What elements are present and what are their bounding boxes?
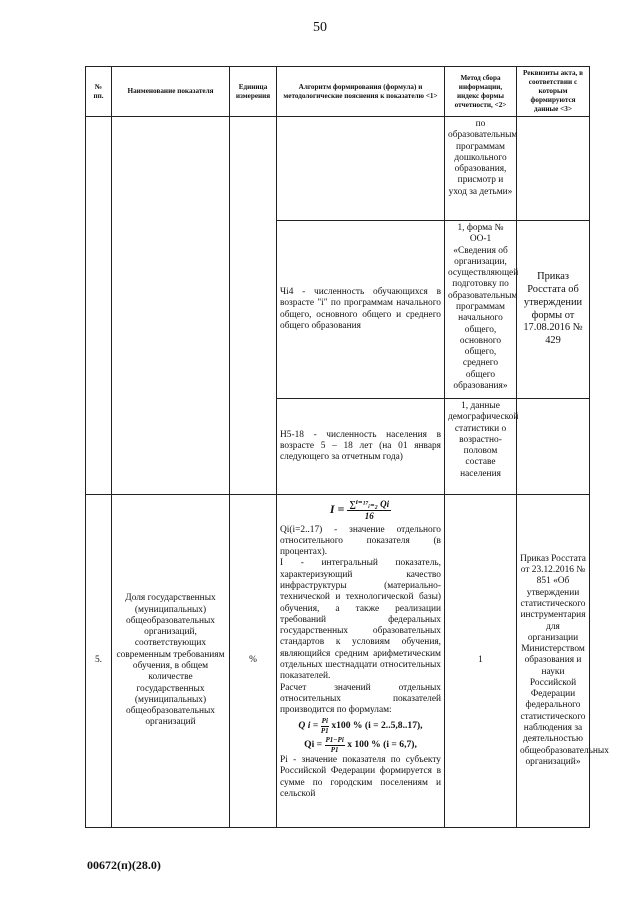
formula-qi-1 bbox=[280, 717, 441, 735]
integral-formula bbox=[280, 499, 441, 522]
indicator-table bbox=[85, 66, 609, 828]
f2-rhs: x 100 % (i = 6,7), bbox=[347, 739, 417, 751]
table-row bbox=[86, 495, 590, 828]
header-num: № пп. bbox=[86, 67, 112, 117]
cell-method-b: 1, форма № ОО-1 «Сведения об организации, осуществляющей подготовку по образовательным программам начального общего, основного общего, среднего общего образования» bbox=[445, 221, 517, 399]
footer-code: 00672(п)(28.0) bbox=[87, 858, 161, 872]
text-p2: I - интегральный показатель, характеризующий качество инфраструктуры (материально-технической и технологической базы) обучения, а также реализации требований федеральных государственных образовательных стандартов к условиям обучения, являющийся средним арифметическим отдельных шестнадцати относительных показателей. bbox=[280, 558, 441, 682]
f2-fraction bbox=[325, 736, 345, 754]
header-method: Метод сбора информации, индекс формы отчетности, <2> bbox=[445, 67, 517, 117]
header-algorithm: Алгоритм формирования (формула) и методологические пояснения к показателю <1> bbox=[277, 67, 445, 117]
formula-denominator: 16 bbox=[364, 510, 374, 521]
f2-denominator: P1 bbox=[330, 745, 339, 754]
text-p1: Qi(i=2..17) - значение отдельного относительного показателя (в процентах). bbox=[280, 524, 441, 558]
formula-fraction bbox=[347, 499, 391, 522]
cell-num-5: 5. bbox=[86, 495, 112, 828]
cell-requisites-b: Приказ Росстата об утверждении формы от 17.08.2016 № 429 bbox=[517, 221, 590, 399]
formula-lhs: I = bbox=[329, 502, 345, 517]
cell-requisites-5: Приказ Росстата от 23.12.2016 № 851 «Об утверждении статистического инструментария для организации Министерством образования и науки Российской Федерации федерального статистического наблюдения за деятельностью общеобразовательных организаций» bbox=[517, 495, 590, 828]
cell-unit-5: % bbox=[230, 495, 277, 828]
text-p4: Pi - значение показателя по субъекту Российской Федерации формируется в сумме по городским поселениям и сельской bbox=[280, 754, 441, 799]
cell-algorithm-b: Чi4 - численность обучающихся в возрасте "i" по программам начального общего, основного общего и среднего общего образования bbox=[277, 221, 445, 399]
f1-denominator: P1 bbox=[320, 726, 329, 735]
cell-algorithm-c: Н5-18 - численность населения в возрасте 5 – 18 лет (на 01 января следующего за отчетным года) bbox=[277, 399, 445, 495]
table-row bbox=[86, 117, 590, 221]
cell-method-5: 1 bbox=[445, 495, 517, 828]
f1-lhs: Q i = bbox=[298, 720, 319, 732]
cell-num-cont bbox=[86, 117, 112, 495]
cell-name-5: Доля государственных (муниципальных) общеобразовательных организаций, соответствующих современным требованиям обучения, в общем количестве государственных (муниципальных) общеобразовательных организаций bbox=[112, 495, 230, 828]
formula-numerator: ∑ⁱ⁼¹⁷ᵢ₌₂ Qi bbox=[349, 499, 390, 509]
text-p3: Расчет значений отдельных относительных показателей производится по формулам: bbox=[280, 682, 441, 716]
cell-method-c: 1, данные демографической статистики о возрастно-половом составе населения bbox=[445, 399, 517, 495]
f2-numerator: P1−Pi bbox=[325, 736, 344, 745]
header-name: Наименование показателя bbox=[112, 67, 230, 117]
f1-numerator: Pi bbox=[321, 717, 328, 726]
cell-algorithm-5 bbox=[277, 495, 445, 828]
cell-method-a: по образовательным программам дошкольного образования, присмотр и уход за детьми» bbox=[445, 117, 517, 221]
f1-rhs: x100 % (i = 2..5,8..17), bbox=[331, 720, 423, 732]
header-row bbox=[86, 67, 590, 117]
cell-requisites-a bbox=[517, 117, 590, 221]
cell-requisites-c bbox=[517, 399, 590, 495]
page-number: 50 bbox=[313, 20, 327, 35]
cell-name-cont bbox=[112, 117, 230, 495]
cell-unit-cont bbox=[230, 117, 277, 495]
cell-algorithm-a bbox=[277, 117, 445, 221]
f1-fraction bbox=[321, 717, 329, 735]
header-unit: Единица измерения bbox=[230, 67, 277, 117]
f2-lhs: Qi = bbox=[304, 739, 323, 751]
formula-qi-2 bbox=[280, 736, 441, 754]
header-requisites: Реквизиты акта, в соответствии с которым формируются данные <3> bbox=[517, 67, 590, 117]
